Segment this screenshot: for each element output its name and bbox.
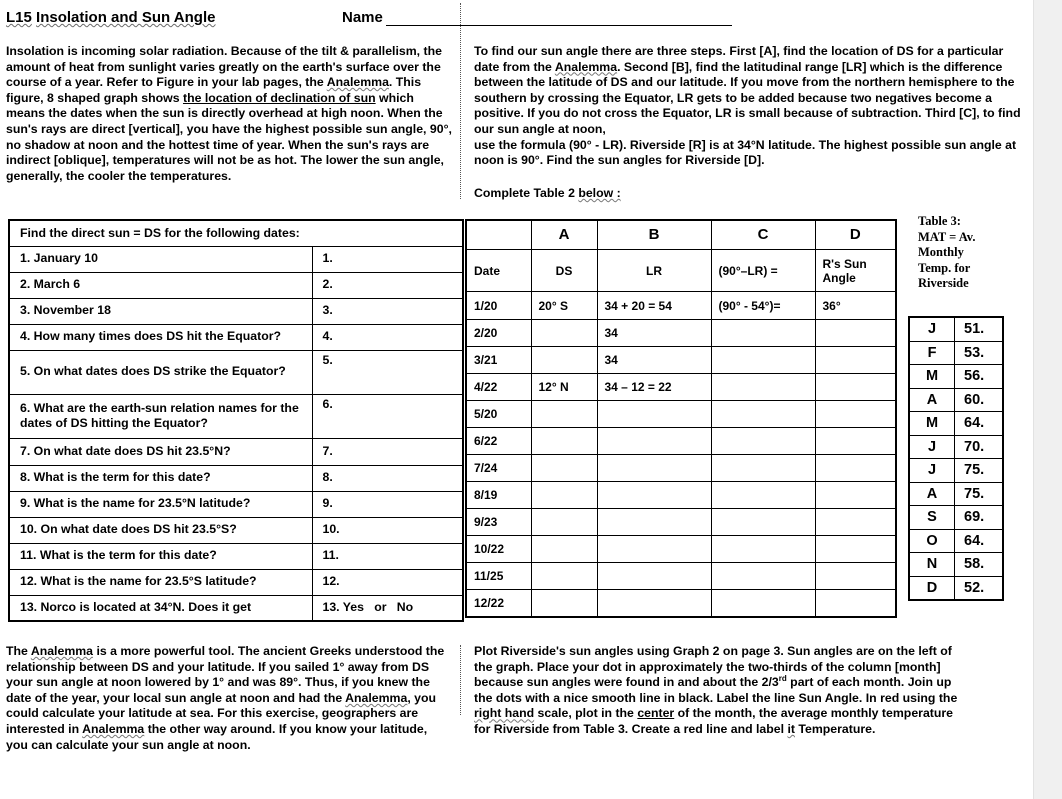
column-divider-bottom — [460, 645, 461, 715]
table-row — [909, 341, 1003, 365]
temp-cell: 70. — [955, 435, 1004, 459]
temp-cell: 52. — [955, 576, 1004, 600]
question-row — [9, 246, 463, 272]
ds-cell[interactable]: 12° N — [531, 374, 597, 401]
temp-cell: 69. — [955, 506, 1004, 530]
table-row — [466, 428, 896, 455]
page-title — [6, 9, 215, 26]
answer-cell[interactable]: 4. — [312, 324, 463, 350]
temp-cell: 75. — [955, 459, 1004, 483]
sun-angle-cell[interactable] — [815, 509, 896, 536]
table-row — [909, 459, 1003, 483]
table-3-monthly-temp — [908, 316, 1004, 601]
ds-cell[interactable] — [531, 536, 597, 563]
temp-cell: 64. — [955, 412, 1004, 436]
ds-cell[interactable] — [531, 428, 597, 455]
answer-cell[interactable]: 12. — [312, 569, 463, 595]
name-label: Name — [342, 9, 383, 26]
lesson-title: Insolation and Sun Angle — [36, 9, 216, 26]
lr-cell[interactable]: 34 — [597, 347, 711, 374]
date-cell: 9/23 — [466, 509, 531, 536]
intro-left-paragraph: Insolation is incoming solar radiation. Because of the tilt & parallelism, the amount of heat from sunlight varies greatly on the earth's surface over the course of a year. Refer to Figure in your lab pages, the Analemma. This figure, 8 shaped graph shows the location of declination of sun which means the dates when the sun is directly overhead at high noon. When the sun's rays are direct [vertical], you have the highest possible sun angle, 90°, no shadow at noon and the hottest time of year. When the sun's rays are indirect [oblique], temperatures will not be as hot. The lower the sun angle, generally, the cooler the temperatures. — [6, 44, 452, 183]
lr-cell[interactable] — [597, 455, 711, 482]
lr-cell[interactable] — [597, 536, 711, 563]
question-row — [9, 298, 463, 324]
ds-cell[interactable] — [531, 590, 597, 617]
table-row — [466, 347, 896, 374]
question-row — [9, 272, 463, 298]
column-letter-d: D — [815, 220, 896, 250]
lr-cell[interactable] — [597, 428, 711, 455]
lr-cell[interactable] — [597, 401, 711, 428]
table-2-corner — [466, 220, 531, 250]
lr-cell[interactable] — [597, 590, 711, 617]
lesson-code: L15 — [6, 9, 32, 26]
question-text: 5. On what dates does DS strike the Equator? — [9, 350, 312, 394]
formula-cell[interactable] — [711, 347, 815, 374]
answer-cell[interactable]: 5. — [312, 350, 463, 394]
table-row — [466, 455, 896, 482]
formula-cell[interactable] — [711, 320, 815, 347]
month-cell: A — [909, 388, 955, 412]
date-cell: 8/19 — [466, 482, 531, 509]
column-head-lr: LR — [597, 250, 711, 292]
sun-angle-cell[interactable] — [815, 590, 896, 617]
question-text: 4. How many times does DS hit the Equator? — [9, 324, 312, 350]
formula-cell[interactable] — [711, 509, 815, 536]
answer-cell[interactable]: 3. — [312, 298, 463, 324]
formula-cell[interactable]: (90° - 54°)= — [711, 292, 815, 320]
date-cell: 5/20 — [466, 401, 531, 428]
question-row — [9, 324, 463, 350]
question-table-header: Find the direct sun = DS for the following dates: — [9, 220, 463, 246]
question-row — [9, 517, 463, 543]
formula-cell[interactable] — [711, 482, 815, 509]
sun-angle-cell[interactable] — [815, 401, 896, 428]
lr-cell[interactable] — [597, 482, 711, 509]
table-row — [909, 412, 1003, 436]
temp-cell: 60. — [955, 388, 1004, 412]
complete-table-2-instruction: Complete Table 2 below : — [474, 186, 621, 200]
formula-cell[interactable] — [711, 590, 815, 617]
column-head-date: Date — [466, 250, 531, 292]
analemma-term: Analemma — [30, 644, 94, 658]
analemma-term: Analemma — [554, 59, 618, 74]
sun-angle-cell[interactable] — [815, 428, 896, 455]
formula-cell[interactable] — [711, 374, 815, 401]
answer-cell[interactable]: 7. — [312, 438, 463, 465]
table-row — [909, 317, 1003, 341]
question-text: 1. January 10 — [9, 246, 312, 272]
question-text: 3. November 18 — [9, 298, 312, 324]
table-row — [909, 388, 1003, 412]
table-row — [466, 401, 896, 428]
name-blank-line[interactable] — [386, 25, 732, 26]
sun-angle-cell[interactable] — [815, 455, 896, 482]
month-cell: A — [909, 482, 955, 506]
sun-angle-cell[interactable] — [815, 482, 896, 509]
formula-cell[interactable] — [711, 536, 815, 563]
answer-cell[interactable]: 13. Yes or No — [312, 595, 463, 621]
ds-cell[interactable] — [531, 563, 597, 590]
center-term: center — [637, 706, 675, 721]
lr-cell[interactable] — [597, 563, 711, 590]
question-row — [9, 350, 463, 394]
question-row — [9, 543, 463, 569]
declination-phrase: the location of declination of sun — [182, 90, 376, 105]
table-row — [909, 576, 1003, 600]
question-text: 11. What is the term for this date? — [9, 543, 312, 569]
bottom-left-paragraph: The Analemma is a more powerful tool. The ancient Greeks understood the relationship between DS and your latitude. If you sailed 1° away from DS your sun angle at noon lowered by 1° and was 89°. Thus, if you knew the date of the year, your local sun angle at noon and had the Analemma, you could calculate your latitude at sea. For this exercise, geographers are interested in Analemma the other way around. If you know your latitude, you can calculate your sun angle at noon. — [6, 644, 445, 752]
answer-cell[interactable]: 2. — [312, 272, 463, 298]
question-text: 10. On what date does DS hit 23.5°S? — [9, 517, 312, 543]
table-row — [466, 590, 896, 617]
analemma-term: Analemma — [345, 690, 408, 705]
question-row — [9, 595, 463, 621]
date-cell: 11/25 — [466, 563, 531, 590]
bottom-right-paragraph: Plot Riverside's sun angles using Graph 2 on page 3. Sun angles are on the left of the graph. Place your dot in approximately the two-thirds of the column [month] because sun angles were found in and about the 2/3rd part of each month. Join up the dots with a nice smooth line in black. Label the line Sun Angle. In red using the right hand scale, plot in the center of the month, the average monthly temperature for Riverside from Table 3. Create a red line and label it Temperature. — [474, 644, 958, 736]
table-row — [909, 506, 1003, 530]
sun-angle-cell[interactable] — [815, 374, 896, 401]
table-row — [466, 509, 896, 536]
month-cell: J — [909, 317, 955, 341]
month-cell: D — [909, 576, 955, 600]
ds-cell[interactable] — [531, 455, 597, 482]
vertical-scrollbar[interactable] — [1033, 0, 1062, 799]
question-row — [9, 569, 463, 595]
table-row — [909, 553, 1003, 577]
sun-angle-cell[interactable] — [815, 347, 896, 374]
formula-cell[interactable] — [711, 455, 815, 482]
formula-cell[interactable] — [711, 428, 815, 455]
question-text: 13. Norco is located at 34°N. Does it get — [9, 595, 312, 621]
table-row — [909, 482, 1003, 506]
sun-angle-cell[interactable] — [815, 563, 896, 590]
answer-cell[interactable]: 1. — [312, 246, 463, 272]
ds-cell[interactable] — [531, 509, 597, 536]
lr-cell[interactable]: 34 + 20 = 54 — [597, 292, 711, 320]
column-head-ds: DS — [531, 250, 597, 292]
ds-cell[interactable] — [531, 320, 597, 347]
date-cell: 1/20 — [466, 292, 531, 320]
column-head-formula: (90°–LR) = — [711, 250, 815, 292]
right-hand-scale-term: right hand — [474, 706, 535, 721]
question-text: 2. March 6 — [9, 272, 312, 298]
formula-cell[interactable] — [711, 563, 815, 590]
answer-cell[interactable]: 9. — [312, 491, 463, 517]
temp-cell: 56. — [955, 365, 1004, 389]
date-cell: 4/22 — [466, 374, 531, 401]
table-row — [466, 320, 896, 347]
table-2-sun-angle — [465, 219, 897, 618]
question-row — [9, 438, 463, 465]
question-text: 9. What is the name for 23.5°N latitude? — [9, 491, 312, 517]
column-letter-c: C — [711, 220, 815, 250]
column-head-sun-angle: R's Sun Angle — [815, 250, 896, 292]
lr-cell[interactable]: 34 — [597, 320, 711, 347]
table-row — [466, 536, 896, 563]
date-cell: 6/22 — [466, 428, 531, 455]
temp-cell: 64. — [955, 529, 1004, 553]
table-3-caption: Table 3: MAT = Av. Monthly Temp. for Riverside — [918, 214, 976, 290]
lr-cell[interactable]: 34 – 12 = 22 — [597, 374, 711, 401]
question-row — [9, 491, 463, 517]
answer-cell[interactable]: 10. — [312, 517, 463, 543]
column-letter-b: B — [597, 220, 711, 250]
month-cell: F — [909, 341, 955, 365]
question-row — [9, 394, 463, 438]
column-divider-top — [460, 3, 461, 199]
month-cell: S — [909, 506, 955, 530]
question-row — [9, 465, 463, 491]
month-cell: J — [909, 435, 955, 459]
ds-cell[interactable] — [531, 347, 597, 374]
direct-sun-question-table — [8, 219, 464, 622]
sun-angle-cell[interactable]: 36° — [815, 292, 896, 320]
ds-cell[interactable] — [531, 482, 597, 509]
question-text: 12. What is the name for 23.5°S latitude? — [9, 569, 312, 595]
month-cell: N — [909, 553, 955, 577]
sun-angle-cell[interactable] — [815, 536, 896, 563]
date-cell: 12/22 — [466, 590, 531, 617]
formula-cell[interactable] — [711, 401, 815, 428]
date-cell: 2/20 — [466, 320, 531, 347]
table-row — [909, 365, 1003, 389]
table-row — [466, 482, 896, 509]
month-cell: M — [909, 365, 955, 389]
question-text: 7. On what date does DS hit 23.5°N? — [9, 438, 312, 465]
temp-cell: 75. — [955, 482, 1004, 506]
intro-right-paragraph: To find our sun angle there are three steps. First [A], find the location of DS for a particular date from the Analemma. Second [B], find the latitudinal range [LR] which is the difference between the latitude of DS and our latitude. If you move from the northern hemisphere to the southern by crossing the Equator, LR gets to be added because two negatives become a positive. If you do not cross the Equator, LR is small because of subtraction. Third [C], to find our sun angle at noon, use the formula (90° - LR). Riverside [R] is at 34°N latitude. The highest possible sun angle at noon is 90°. Find the sun angles for Riverside [D]. — [474, 44, 1021, 168]
table-row — [909, 529, 1003, 553]
answer-cell[interactable]: 8. — [312, 465, 463, 491]
answer-cell[interactable]: 11. — [312, 543, 463, 569]
temp-cell: 53. — [955, 341, 1004, 365]
lr-cell[interactable] — [597, 509, 711, 536]
date-cell: 10/22 — [466, 536, 531, 563]
answer-cell[interactable]: 6. — [312, 394, 463, 438]
date-cell: 3/21 — [466, 347, 531, 374]
temp-cell: 51. — [955, 317, 1004, 341]
analemma-term: Analemma — [326, 75, 389, 90]
analemma-term: Analemma — [82, 721, 145, 736]
month-cell: O — [909, 529, 955, 553]
column-letter-a: A — [531, 220, 597, 250]
table-row — [466, 563, 896, 590]
table-row — [466, 292, 896, 320]
sun-angle-cell[interactable] — [815, 320, 896, 347]
month-cell: M — [909, 412, 955, 436]
question-text: 6. What are the earth-sun relation names for the dates of DS hitting the Equator? — [9, 394, 312, 438]
month-cell: J — [909, 459, 955, 483]
table-row — [466, 374, 896, 401]
ds-cell[interactable]: 20° S — [531, 292, 597, 320]
ds-cell[interactable] — [531, 401, 597, 428]
question-text: 8. What is the term for this date? — [9, 465, 312, 491]
temp-cell: 58. — [955, 553, 1004, 577]
table-row — [909, 435, 1003, 459]
date-cell: 7/24 — [466, 455, 531, 482]
